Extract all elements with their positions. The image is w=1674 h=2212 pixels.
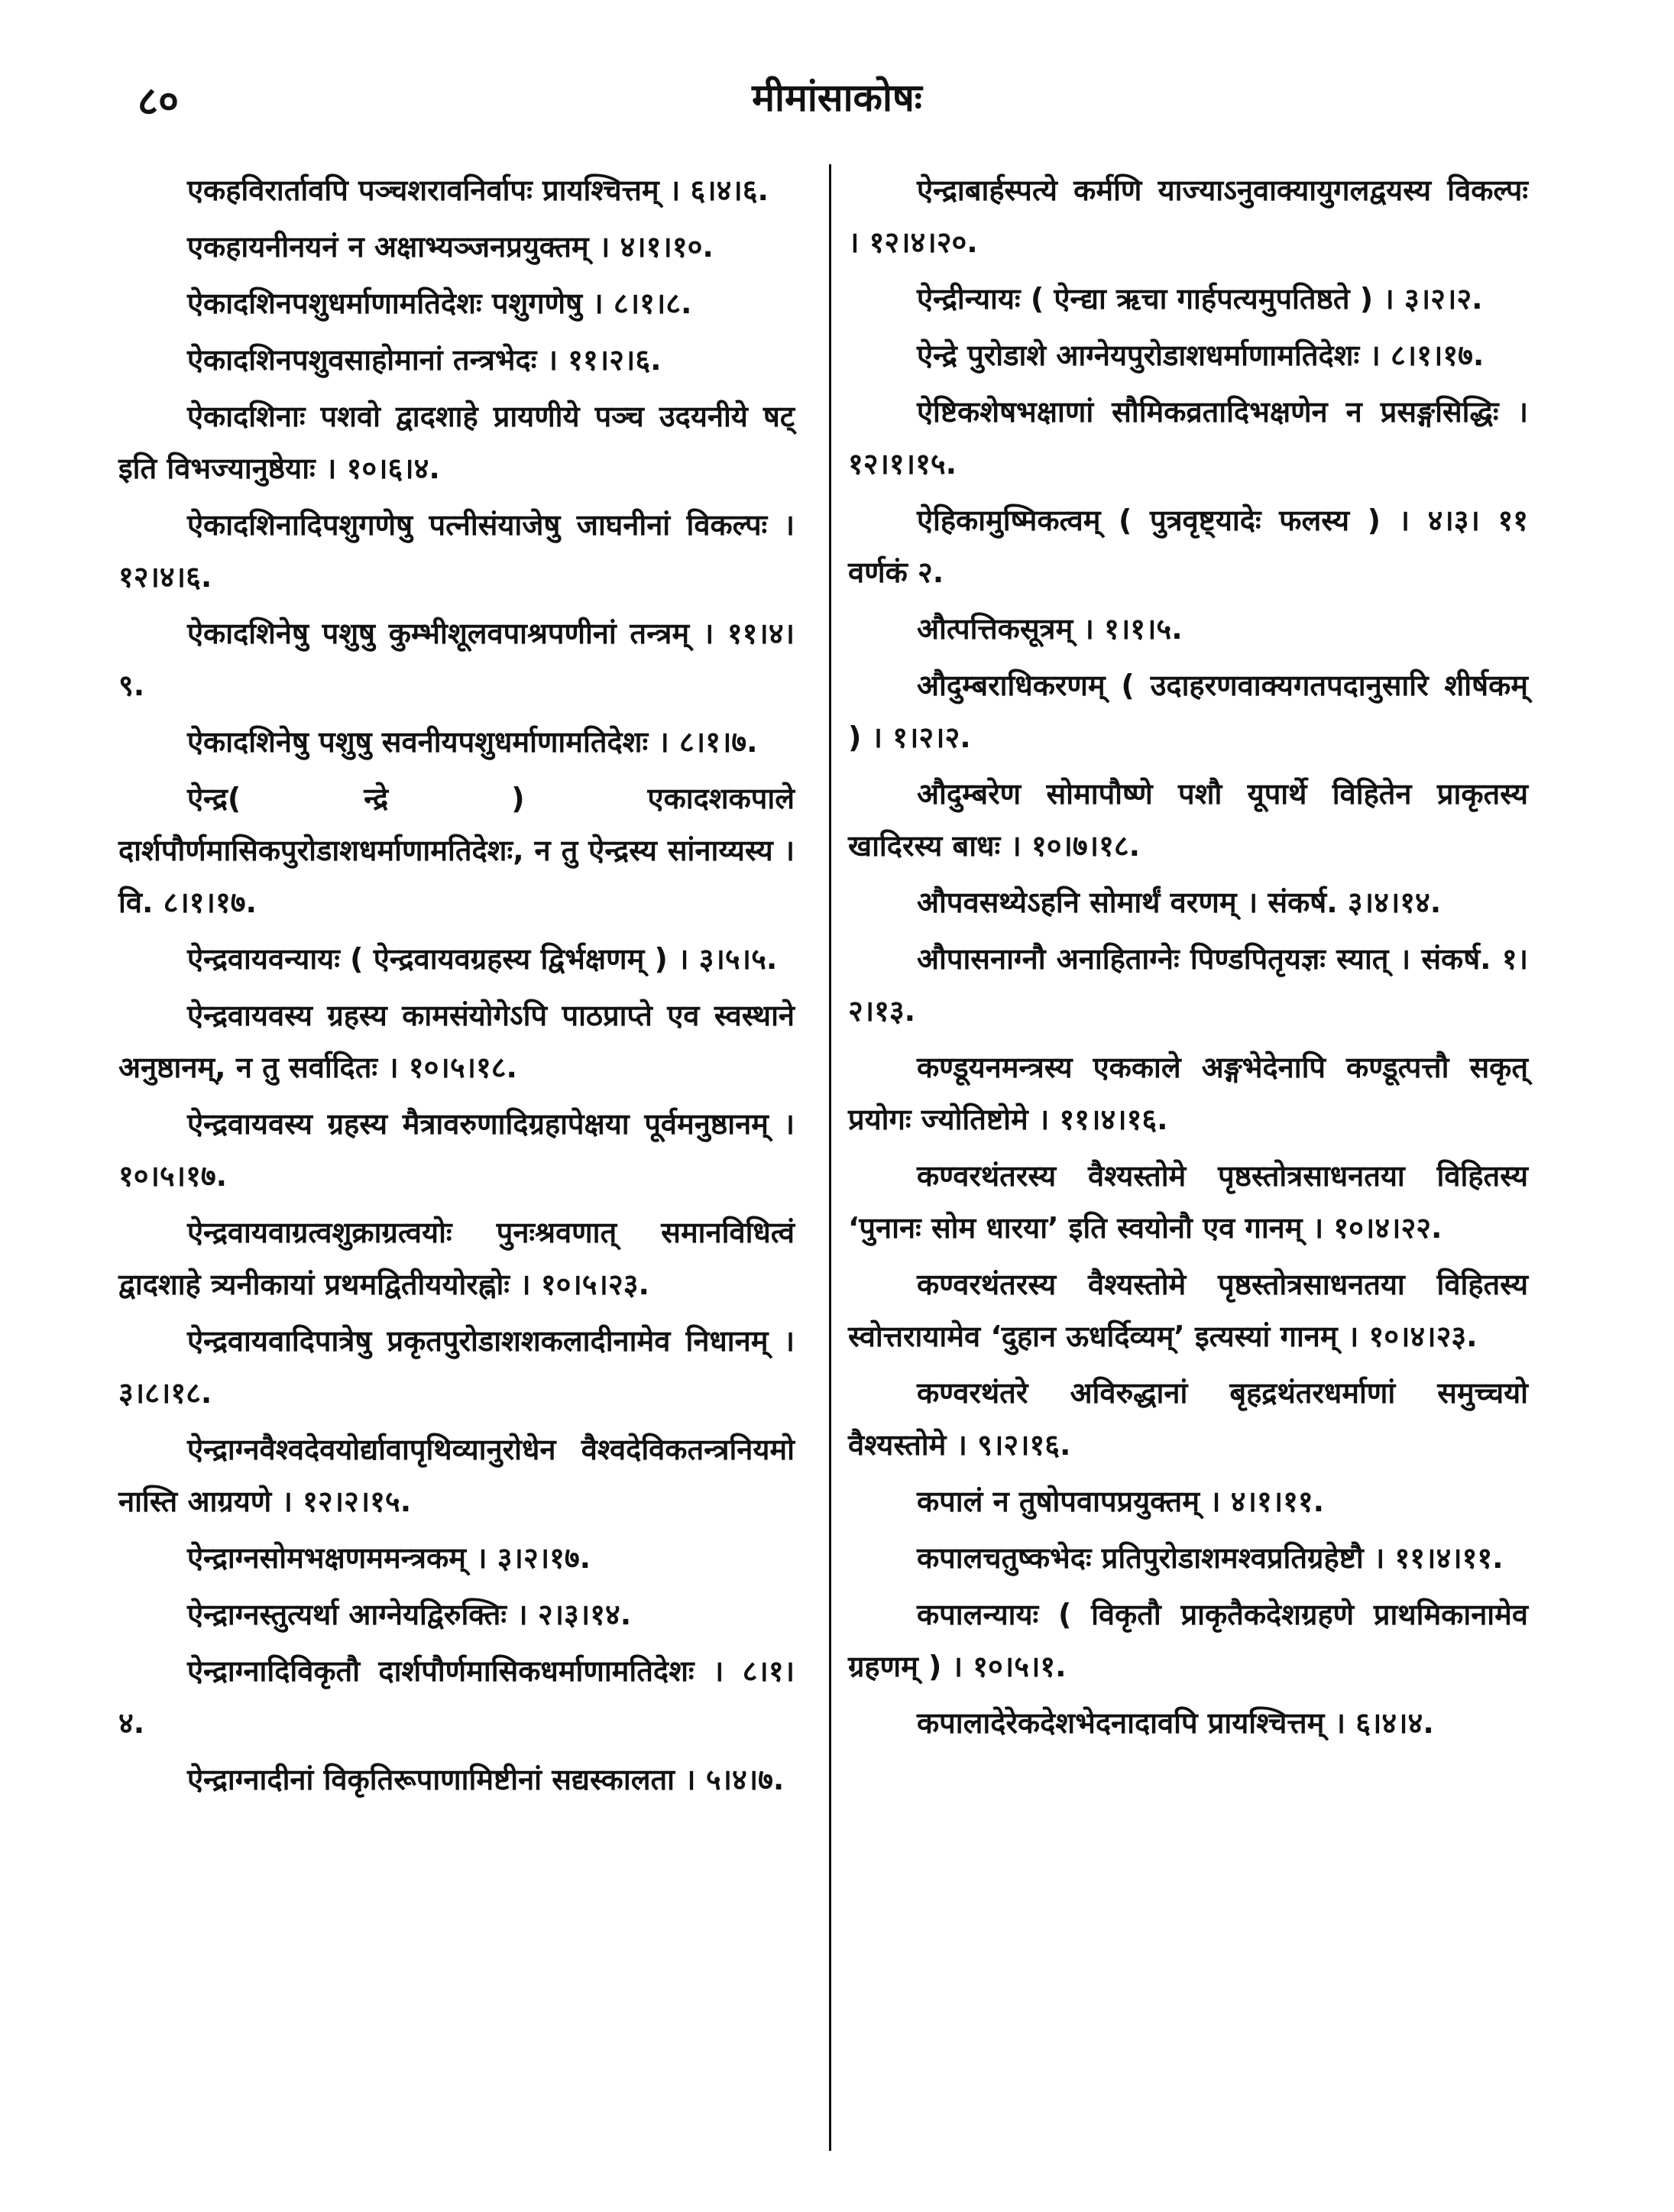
index-entry: औदुम्बरेण सोमापौष्णे पशौ यूपार्थे विहितेन प्राकृतस्य खादिरस्य बाधः । १०।७।१८. (848, 777, 1528, 863)
index-entry: एकहायनीनयनं न अक्षाभ्यञ्जनप्रयुक्तम् । ४।१।१०. (187, 230, 714, 264)
left-column (118, 164, 795, 1810)
index-entry: ऐन्द्राग्नादिविकृतौ दार्शपौर्णमासिकधर्माणामतिदेशः । ८।१।४. (118, 1654, 795, 1740)
index-entry: औत्पत्तिकसूत्रम् । १।१।५. (917, 612, 1183, 646)
index-entry: कण्वरथंतरस्य वैश्यस्तोमे पृष्ठस्तोत्रसाधनतया विहितस्य स्वोत्तरायामेव ‘दुहान ऊधर्दिव्यम्’ इत्यस्यां गानम् । १०।४।२३. (848, 1268, 1528, 1353)
index-entry: ऐन्द्रवायवन्यायः ( ऐन्द्रवायवग्रहस्य द्विर्भक्षणम् ) । ३।५।५. (187, 942, 778, 976)
index-entry: ऐकादशिनपशुवसाहोमानां तन्त्रभेदः । ११।२।६. (187, 343, 662, 377)
index-entry: ऐन्द्राग्नादीनां विकृतिरूपाणामिष्टीनां सद्यस्कालता । ५।४।७. (187, 1763, 785, 1796)
page-number: ८० (138, 79, 180, 125)
index-entry: ऐन्द्र( न्द्रे ) एकादशकपाले दार्शपौर्णमासिकपुरोडाशधर्माणामतिदेशः, न तु ऐन्द्रस्य सांनाय्यस्य । वि. ८।१।१७. (118, 782, 795, 919)
index-entry: कण्वरथंतरस्य वैश्यस्तोमे पृष्ठस्तोत्रसाधनतया विहितस्य ‘पुनानः सोम धारया’ इति स्वयोनौ एव गानम् । १०।४।२२. (848, 1159, 1528, 1245)
index-entry: औपासनाग्नौ अनाहिताग्नेः पिण्डपितृयज्ञः स्यात् । संकर्ष. १।२।१३. (848, 942, 1528, 1028)
index-entry: ऐन्द्रवायवाग्रत्वशुक्राग्रत्वयोः पुनःश्रवणात् समानविधित्वं द्वादशाहे त्र्यनीकायां प्रथमद्वितीययोरह्नोः । १०।५।२३. (118, 1216, 795, 1301)
index-entry: ऐकादशिनेषु पशुषु सवनीयपशुधर्माणामतिदेशः । ८।१।७. (187, 725, 758, 759)
index-entry: औपवसथ्येऽहनि सोमार्थं वरणम् । संकर्ष. ३।४।१४. (917, 886, 1442, 919)
index-entry: कपालं न तुषोपवापप्रयुक्तम् । ४।१।११. (917, 1485, 1325, 1518)
index-entry: कपालादेरेकदेशभेदनादावपि प्रायश्चित्तम् । ६।४।४. (917, 1706, 1434, 1740)
index-entry: कपालन्यायः ( विकृतौ प्राकृतैकदेशग्रहणे प्राथमिकानामेव ग्रहणम् ) । १०।५।१. (848, 1598, 1528, 1683)
index-entry: ऐन्द्रवायवादिपात्रेषु प्रकृतपुरोडाशशकलादीनामेव निधानम् । ३।८।१८. (118, 1324, 795, 1410)
index-entry: ऐष्टिकशेषभक्षाणां सौमिकव्रतादिभक्षणेन न प्रसङ्गसिद्धिः । १२।१।१५. (848, 395, 1528, 481)
index-entry: ऐन्द्रे पुरोडाशे आग्नेयपुरोडाशधर्माणामतिदेशः । ८।१।१७. (917, 338, 1485, 372)
index-entry: ऐन्द्रवायवस्य ग्रहस्य कामसंयोगेऽपि पाठप्राप्ते एव स्वस्थाने अनुष्ठानम्, न तु सर्वादितः । १०।५।१८. (118, 999, 795, 1084)
index-entry: ऐन्द्राग्नस्तुत्यर्था आग्नेयद्विरुक्तिः । २।३।१४. (187, 1598, 632, 1631)
index-entry: ऐहिकामुष्मिकत्वम् ( पुत्रवृष्ट्यादेः फलस्य ) । ४।३। ११ वर्णकं २. (848, 504, 1528, 589)
right-column (848, 164, 1528, 1754)
index-entry: एकहविरार्तावपि पञ्चशरावनिर्वापः प्रायश्चित्तम् । ६।४।६. (187, 173, 769, 207)
index-entry: ऐन्द्रीन्यायः ( ऐन्द्या ऋचा गार्हपत्यमुपतिष्ठते ) । ३।२।२. (917, 282, 1483, 316)
index-entry: ऐन्द्रवायवस्य ग्रहस्य मैत्रावरुणादिग्रहापेक्षया पूर्वमनुष्ठानम् । १०।५।१७. (118, 1107, 795, 1193)
column-divider (829, 164, 831, 2151)
index-entry: कपालचतुष्कभेदः प्रतिपुरोडाशमश्वप्रतिग्रहेष्टौ । ११।४।११. (917, 1541, 1504, 1575)
index-entry: औदुम्बराधिकरणम् ( उदाहरणवाक्यगतपदानुसारि शीर्षकम् ) । १।२।२. (848, 669, 1528, 754)
index-entry: ऐकादशिनादिपशुगणेषु पत्नीसंयाजेषु जाघनीनां विकल्पः । १२।४।६. (118, 508, 795, 594)
page-title: मीमांसाकोषः (752, 76, 922, 120)
index-entry: ऐन्द्राग्नसोमभक्षणममन्त्रकम् । ३।२।१७. (187, 1541, 591, 1575)
index-entry: कण्डूयनमन्त्रस्य एककाले अङ्गभेदेनापि कण्डूत्पत्तौ सकृत् प्रयोगः ज्योतिष्टोमे । ११।४।१६. (848, 1051, 1528, 1136)
index-entry: ऐन्द्राग्नवैश्वदेवयोर्द्यावापृथिव्यानुरोधेन वैश्वदेविकतन्त्रनियमो नास्ति आग्रयणे । १२।२।१५. (118, 1433, 795, 1518)
index-entry: ऐन्द्राबार्हस्पत्ये कर्मणि याज्याऽनुवाक्यायुगलद्वयस्य विकल्पः । १२।४।२०. (848, 173, 1528, 259)
index-entry: ऐकादशिनाः पशवो द्वादशाहे प्रायणीये पञ्च उदयनीये षट् इति विभज्यानुष्ठेयाः । १०।६।४. (118, 400, 795, 485)
index-entry: ऐकादशिनपशुधर्माणामतिदेशः पशुगणेषु । ८।१।८. (187, 287, 692, 320)
index-entry: ऐकादशिनेषु पशुषु कुम्भीशूलवपाश्रपणीनां तन्त्रम् । ११।४।९. (118, 617, 795, 702)
index-entry: कण्वरथंतरे अविरुद्धानां बृहद्रथंतरधर्माणां समुच्चयो वैश्यस्तोमे । ९।२।१६. (848, 1376, 1528, 1462)
